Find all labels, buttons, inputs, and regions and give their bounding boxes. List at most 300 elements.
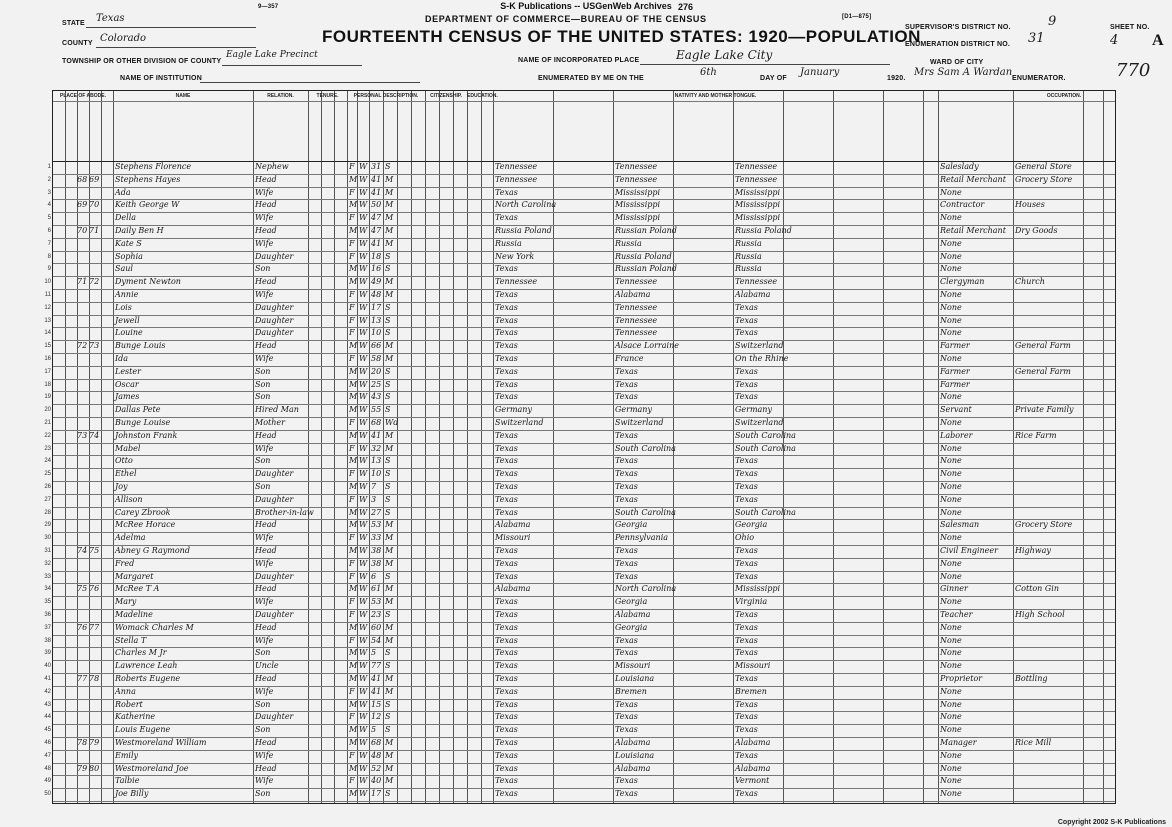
cell-mpob: Texas <box>735 315 758 325</box>
cell-ind: General Farm <box>1015 366 1071 376</box>
cell-age: 41 <box>371 174 382 184</box>
cell-mpob: Texas <box>735 648 758 658</box>
cell-rel: Son <box>255 456 271 466</box>
row-number: 7 <box>47 240 51 247</box>
cell-mpob: Mississippi <box>735 584 781 594</box>
row-number: 13 <box>44 317 51 324</box>
cell-rel: Daughter <box>255 315 294 325</box>
cell-name: Bunge Louis <box>115 341 166 351</box>
cell-name: Fred <box>115 558 135 568</box>
cell-sex: F <box>349 213 355 223</box>
row-number: 47 <box>44 752 51 759</box>
column-rule <box>613 91 614 803</box>
cell-occ: None <box>940 661 962 671</box>
cell-name: Ida <box>115 354 129 363</box>
cell-race: W <box>359 661 368 671</box>
cell-name: Lester <box>115 366 141 376</box>
column-group-heading: NATIVITY AND MOTHER TONGUE. <box>674 93 757 99</box>
cell-age: 52 <box>371 763 382 773</box>
cell-occ: None <box>940 456 962 466</box>
column-rule <box>334 91 335 803</box>
cell-mpob: Mississippi <box>735 213 781 223</box>
cell-race: W <box>359 200 368 210</box>
cell-age: 38 <box>371 558 382 568</box>
cell-name: Adelma <box>115 533 146 543</box>
cell-fam: 75 <box>89 546 100 555</box>
enumerated-day: 6th <box>700 67 717 78</box>
state-label: STATE <box>62 20 85 27</box>
cell-pob: Texas <box>495 546 518 555</box>
cell-age: 10 <box>371 328 382 338</box>
cell-sex: M <box>349 482 358 491</box>
cell-ms: M <box>385 174 394 184</box>
cell-rel: Daughter <box>255 610 294 619</box>
cell-occ: Farmer <box>940 341 970 351</box>
cell-fpob: Texas <box>615 712 638 722</box>
cell-mpob: Mississippi <box>735 187 781 197</box>
cell-age: 47 <box>371 226 382 235</box>
cell-ms: M <box>385 776 394 786</box>
cell-rel: Son <box>255 725 271 735</box>
cell-sex: F <box>349 635 355 645</box>
cell-race: W <box>359 648 368 658</box>
cell-fpob: Alabama <box>615 610 651 619</box>
cell-sex: F <box>349 443 355 453</box>
cell-rel: Head <box>255 277 277 287</box>
cell-age: 17 <box>371 302 382 312</box>
cell-occ: None <box>940 763 962 773</box>
cell-race: W <box>359 315 368 325</box>
cell-age: 31 <box>371 162 382 171</box>
cell-age: 25 <box>371 379 382 389</box>
cell-rel: Son <box>255 648 271 658</box>
cell-age: 38 <box>371 546 382 555</box>
cell-pob: Tennessee <box>495 174 538 184</box>
cell-fam: 77 <box>89 622 100 632</box>
cell-occ: None <box>940 533 962 543</box>
cell-race: W <box>359 635 368 645</box>
cell-pob: Texas <box>495 469 518 479</box>
cell-pob: Texas <box>495 610 518 619</box>
cell-fpob: Mississippi <box>615 200 661 210</box>
cell-pob: Russia Poland <box>495 226 552 235</box>
cell-rel: Mother <box>255 418 285 427</box>
cell-age: 13 <box>371 315 382 325</box>
cell-ms: S <box>385 494 391 504</box>
row-number: 24 <box>44 458 51 465</box>
cell-name: Dyment Newton <box>115 277 181 287</box>
column-rule <box>439 91 440 803</box>
cell-age: 27 <box>371 507 382 517</box>
cell-pob: Texas <box>495 725 518 735</box>
cell-occ: None <box>940 725 962 735</box>
cell-fam: 76 <box>89 584 100 594</box>
cell-sex: M <box>349 738 358 747</box>
cell-mpob: Texas <box>735 571 758 581</box>
cell-mpob: Texas <box>735 328 758 338</box>
cell-age: 12 <box>371 712 382 722</box>
cell-ms: S <box>385 264 391 274</box>
cell-ms: S <box>385 571 391 581</box>
column-rule <box>553 91 554 803</box>
cell-ms: M <box>385 226 394 235</box>
cell-name: Della <box>115 213 137 223</box>
cell-age: 3 <box>371 494 377 504</box>
cell-pob: Texas <box>495 482 518 491</box>
row-number: 44 <box>44 714 51 721</box>
cell-name: Roberts Eugene <box>115 674 181 683</box>
cell-occ: Retail Merchant <box>940 174 1006 184</box>
cell-ms: S <box>385 366 391 376</box>
cell-race: W <box>359 162 368 171</box>
stamp-number: 770 <box>1116 60 1151 81</box>
cell-sex: F <box>349 162 355 171</box>
cell-fpob: Tennessee <box>615 315 658 325</box>
cell-age: 20 <box>371 366 382 376</box>
cell-race: W <box>359 251 368 261</box>
cell-age: 13 <box>371 456 382 466</box>
cell-race: W <box>359 776 368 786</box>
cell-mpob: Texas <box>735 546 758 555</box>
cell-pob: Germany <box>495 405 532 415</box>
cell-rel: Nephew <box>255 162 289 171</box>
cell-name: Jewell <box>115 315 140 325</box>
cell-race: W <box>359 302 368 312</box>
cell-rel: Wife <box>255 443 274 453</box>
cell-occ: Servant <box>940 405 972 415</box>
cell-occ: Farmer <box>940 379 970 389</box>
census-table <box>44 90 1116 804</box>
cell-sex: M <box>349 546 358 555</box>
cell-name: Bunge Louise <box>115 418 171 427</box>
incorporated-place-value: Eagle Lake City <box>676 48 773 62</box>
cell-rel: Head <box>255 520 277 530</box>
cell-occ: None <box>940 482 962 491</box>
cell-sex: M <box>349 648 358 658</box>
cell-name: Oscar <box>115 379 139 389</box>
cell-rel: Daughter <box>255 251 294 261</box>
column-group-heading: RELATION. <box>267 93 294 99</box>
column-group-heading: PERSONAL DESCRIPTION. <box>353 93 419 99</box>
cell-occ: None <box>940 443 962 453</box>
cell-occ: None <box>940 571 962 581</box>
column-rule <box>1103 91 1104 803</box>
cell-mpob: Texas <box>735 674 758 683</box>
cell-ms: S <box>385 725 391 735</box>
cell-ms: M <box>385 213 394 223</box>
cell-age: 41 <box>371 686 382 696</box>
cell-rel: Head <box>255 763 277 773</box>
cell-pob: Texas <box>495 776 518 786</box>
cell-dw: 70 <box>77 226 88 235</box>
cell-name: Stephens Florence <box>115 162 192 171</box>
cell-race: W <box>359 405 368 415</box>
ward-label: WARD OF CITY <box>930 59 984 66</box>
cell-fpob: Texas <box>615 776 638 786</box>
cell-age: 60 <box>371 622 382 632</box>
cell-fpob: Russian Poland <box>615 226 677 235</box>
county-line <box>96 47 256 48</box>
cell-name: Johnston Frank <box>115 430 178 440</box>
cell-race: W <box>359 674 368 683</box>
cell-sex: F <box>349 533 355 543</box>
supervisor-label: SUPERVISOR'S DISTRICT NO. <box>905 24 1011 31</box>
cell-occ: Salesman <box>940 520 980 530</box>
cell-race: W <box>359 494 368 504</box>
cell-name: Ethel <box>115 469 137 479</box>
cell-mpob: Bremen <box>735 686 767 696</box>
cell-ms: S <box>385 315 391 325</box>
cell-name: Katherine <box>115 712 156 722</box>
cell-sex: F <box>349 776 355 786</box>
cell-pob: North Carolina <box>495 200 557 210</box>
group-rule <box>53 101 1115 102</box>
cell-mpob: Texas <box>735 622 758 632</box>
cell-pob: Russia <box>495 238 522 248</box>
row-number: 50 <box>44 791 51 798</box>
cell-occ: None <box>940 251 962 261</box>
cell-pob: Texas <box>495 430 518 440</box>
cell-race: W <box>359 443 368 453</box>
cell-name: Womack Charles M <box>115 622 194 632</box>
cell-occ: None <box>940 686 962 696</box>
cell-pob: Texas <box>495 571 518 581</box>
cell-rel: Head <box>255 174 277 184</box>
cell-rel: Daughter <box>255 494 294 504</box>
cell-dw: 79 <box>77 763 88 773</box>
cell-occ: None <box>940 328 962 338</box>
cell-name: James <box>115 392 140 402</box>
cell-race: W <box>359 174 368 184</box>
cell-ms: M <box>385 341 394 351</box>
cell-rel: Brother-in-law <box>255 507 314 517</box>
cell-age: 50 <box>371 200 382 210</box>
cell-rel: Son <box>255 482 271 491</box>
institution-line <box>200 82 420 83</box>
cell-pob: Texas <box>495 686 518 696</box>
row-number: 34 <box>44 586 51 593</box>
cell-fam: 80 <box>89 763 100 773</box>
cell-occ: None <box>940 699 962 709</box>
cell-fpob: France <box>615 354 644 363</box>
row-number: 2 <box>47 176 51 183</box>
column-rule <box>923 91 924 803</box>
cell-name: Daily Ben H <box>115 226 164 235</box>
cell-pob: Texas <box>495 494 518 504</box>
cell-pob: Texas <box>495 648 518 658</box>
cell-mpob: Texas <box>735 725 758 735</box>
row-number: 19 <box>44 394 51 401</box>
cell-fpob: Alabama <box>615 290 651 299</box>
cell-pob: Texas <box>495 635 518 645</box>
column-rule <box>253 91 254 803</box>
row-rule <box>53 801 1115 802</box>
cell-race: W <box>359 418 368 427</box>
row-number: 41 <box>44 676 51 682</box>
cell-occ: Clergyman <box>940 277 985 287</box>
cell-race: W <box>359 584 368 594</box>
cell-fpob: Texas <box>615 456 638 466</box>
cell-ind: General Store <box>1015 162 1072 171</box>
cell-occ: Contractor <box>940 200 985 210</box>
cell-mpob: Texas <box>735 558 758 568</box>
cell-occ: None <box>940 392 962 402</box>
cell-name: Saul <box>115 264 133 274</box>
cell-mpob: Texas <box>735 469 758 479</box>
cell-rel: Wife <box>255 635 274 645</box>
row-number: 40 <box>44 663 51 670</box>
cell-sex: M <box>349 174 358 184</box>
cell-pob: Texas <box>495 661 518 671</box>
cell-ms: S <box>385 405 391 415</box>
supervisor-value: 9 <box>1048 14 1057 29</box>
cell-name: Keith George W <box>115 200 180 210</box>
cell-name: Robert <box>115 699 143 709</box>
cell-race: W <box>359 366 368 376</box>
enumerator-name: Mrs Sam A Wardan <box>914 67 1013 78</box>
cell-ms: M <box>385 546 394 555</box>
cell-ind: General Farm <box>1015 341 1071 351</box>
cell-age: 23 <box>371 610 382 619</box>
cell-fpob: Georgia <box>615 597 648 607</box>
cell-age: 49 <box>371 277 382 287</box>
cell-occ: None <box>940 494 962 504</box>
cell-occ: Laborer <box>940 430 973 440</box>
cell-occ: None <box>940 264 962 274</box>
cell-ms: Wd <box>385 418 399 427</box>
cell-ms: M <box>385 533 394 543</box>
cell-rel: Wife <box>255 187 274 197</box>
column-rule <box>833 91 834 803</box>
cell-race: W <box>359 571 368 581</box>
cell-sex: M <box>349 277 358 287</box>
column-rule <box>1083 91 1084 803</box>
cell-ms: S <box>385 712 391 722</box>
cell-sex: M <box>349 366 358 376</box>
cell-race: W <box>359 750 368 760</box>
cell-ind: Private Family <box>1015 405 1074 415</box>
cell-name: Mary <box>115 597 137 607</box>
cell-race: W <box>359 610 368 619</box>
cell-ind: Dry Goods <box>1015 226 1058 235</box>
cell-age: 41 <box>371 238 382 248</box>
cell-rel: Wife <box>255 213 274 223</box>
cell-mpob: South Carolina <box>735 443 796 453</box>
cell-fpob: Texas <box>615 699 638 709</box>
cell-dw: 78 <box>77 738 88 747</box>
cell-ind: Church <box>1015 277 1045 287</box>
cell-pob: Texas <box>495 213 518 223</box>
row-number: 33 <box>44 573 51 580</box>
row-number: 28 <box>44 509 51 516</box>
row-number: 36 <box>44 612 51 618</box>
cell-occ: Manager <box>940 738 977 747</box>
cell-pob: Texas <box>495 750 518 760</box>
cell-race: W <box>359 738 368 747</box>
department: DEPARTMENT OF COMMERCE—BUREAU OF THE CENSUS <box>425 14 707 24</box>
township-label: TOWNSHIP OR OTHER DIVISION OF COUNTY <box>62 58 222 65</box>
cell-ms: S <box>385 251 391 261</box>
cell-fpob: Texas <box>615 546 638 555</box>
cell-rel: Son <box>255 379 271 389</box>
cell-name: Margaret <box>115 571 154 581</box>
cell-name: Allison <box>115 494 143 504</box>
cell-fpob: Texas <box>615 366 638 376</box>
cell-sex: M <box>349 725 358 735</box>
cell-race: W <box>359 392 368 402</box>
cell-ms: S <box>385 379 391 389</box>
cell-age: 53 <box>371 520 382 530</box>
cell-occ: None <box>940 789 962 799</box>
enumerated-by-label: ENUMERATED BY ME ON THE <box>538 75 644 82</box>
row-number: 5 <box>47 215 51 222</box>
cell-name: Ada <box>115 187 131 197</box>
cell-occ: None <box>940 213 962 223</box>
row-number: 32 <box>44 560 51 567</box>
cell-race: W <box>359 712 368 722</box>
cell-occ: None <box>940 315 962 325</box>
cell-rel: Wife <box>255 750 274 760</box>
cell-race: W <box>359 430 368 440</box>
cell-occ: Retail Merchant <box>940 226 1006 235</box>
row-number: 17 <box>44 368 51 375</box>
township-line <box>222 65 362 66</box>
column-rule <box>467 91 468 803</box>
column-rule <box>1013 91 1014 803</box>
cell-fpob: Georgia <box>615 520 648 530</box>
cell-name: Westmoreland William <box>115 738 207 747</box>
cell-fpob: Tennessee <box>615 174 658 184</box>
row-number: 6 <box>47 228 51 234</box>
cell-rel: Wife <box>255 238 274 248</box>
cell-rel: Son <box>255 699 271 709</box>
cell-sex: M <box>349 584 358 594</box>
cell-occ: None <box>940 597 962 607</box>
cell-ms: M <box>385 622 394 632</box>
cell-race: W <box>359 725 368 735</box>
column-rule <box>425 91 426 803</box>
cell-dw: 77 <box>77 674 88 683</box>
cell-mpob: South Carolina <box>735 430 796 440</box>
column-group-heading: TENURE. <box>316 93 339 99</box>
cell-name: Anna <box>115 686 136 696</box>
cell-mpob: Russia <box>735 238 762 248</box>
row-number: 35 <box>44 599 51 606</box>
cell-mpob: Alabama <box>735 738 771 747</box>
cell-rel: Head <box>255 546 277 555</box>
cell-age: 61 <box>371 584 382 594</box>
cell-sex: F <box>349 558 355 568</box>
cell-pob: New York <box>495 251 535 261</box>
cell-rel: Daughter <box>255 469 294 479</box>
cell-fam: 71 <box>89 226 100 235</box>
cell-name: Lawrence Leah <box>115 661 178 671</box>
cell-sex: F <box>349 238 355 248</box>
cell-ms: S <box>385 661 391 671</box>
cell-age: 6 <box>371 571 377 581</box>
cell-rel: Wife <box>255 558 274 568</box>
year-label: 1920. <box>887 75 906 82</box>
sheet-label: SHEET NO. <box>1110 24 1150 31</box>
cell-ms: M <box>385 584 394 594</box>
cell-pob: Texas <box>495 622 518 632</box>
cell-fpob: Georgia <box>615 622 648 632</box>
cell-fpob: Texas <box>615 469 638 479</box>
cell-mpob: Russia <box>735 264 762 274</box>
cell-fpob: Switzerland <box>615 418 664 427</box>
cell-sex: F <box>349 712 355 722</box>
cell-sex: M <box>349 622 358 632</box>
